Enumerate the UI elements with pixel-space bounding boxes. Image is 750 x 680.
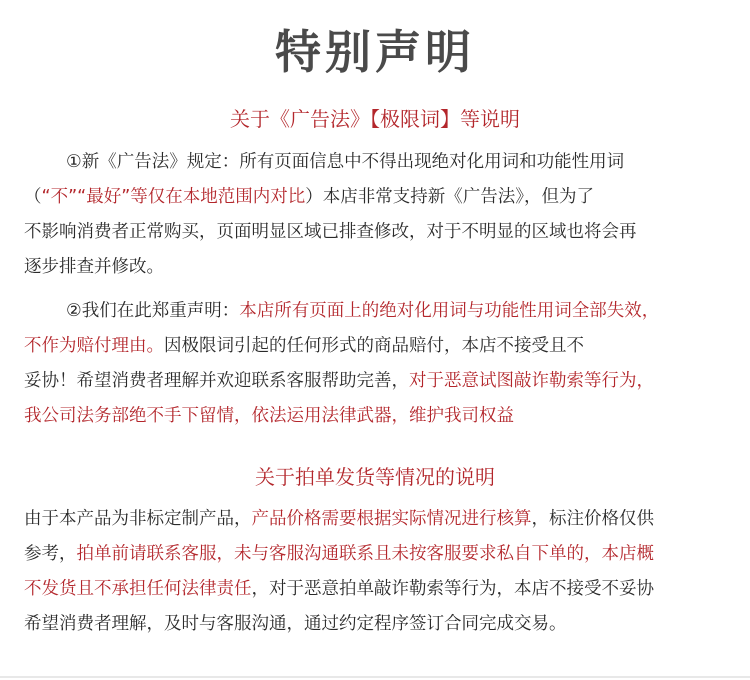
highlight-span: 产品价格需要根据实际情况进行核算 [251, 509, 532, 529]
page-title: 特别声明 [275, 25, 475, 79]
text-line [24, 399, 736, 434]
text-span: ，对于恶意拍单敲诈勒索等行为，本店不接受不妥协 [251, 579, 654, 599]
text-span: ，标注价格仅供 [531, 509, 654, 529]
highlight-span: “不”“最好”等仅在本地范围内对比 [41, 187, 306, 207]
text-line [24, 145, 736, 180]
text-line [24, 572, 736, 607]
text-span: （ [24, 187, 42, 207]
text-span: 参考， [24, 544, 77, 564]
text-line [24, 329, 736, 364]
text-span: ②我们在此郑重声明： [66, 301, 240, 321]
text-span: ）本店非常支持新《广告法》，但为了 [305, 187, 595, 207]
text-line [24, 364, 736, 399]
highlight-span: 本店所有页面上的绝对化用词与功能性用词全部失效， [239, 301, 660, 321]
text-line [24, 294, 736, 329]
highlight-span: 对于恶意试图敲诈勒索等行为， [409, 371, 654, 391]
section2-heading: 关于拍单发货等情况的说明 [255, 465, 495, 489]
text-span: 妥协！希望消费者理解并欢迎联系客服帮助完善， [24, 371, 409, 391]
section1-paragraph1 [24, 145, 736, 285]
section2-paragraph [24, 502, 736, 642]
text-line [24, 537, 736, 572]
text-line [24, 502, 736, 537]
section1-paragraph2 [24, 294, 736, 434]
text-line: 逐步排查并修改。 [24, 257, 164, 277]
highlight-span: 拍单前请联系客服，未与客服沟通联系且未按客服要求私自下单的，本店概 [76, 544, 654, 564]
text-line [24, 180, 736, 215]
highlight-span: 不作为赔付理由。 [24, 336, 164, 356]
text-line: 希望消费者理解，及时与客服沟通，通过约定程序签订合同完成交易。 [24, 614, 567, 634]
text-span: ①新《广告法》规定：所有页面信息中不得出现绝对化用词和功能性用词 [66, 152, 625, 172]
section1-heading: 关于《广告法》【极限词】等说明 [230, 107, 520, 131]
text-span: 因极限词引起的任何形式的商品赔付，本店不接受且不 [164, 336, 584, 356]
divider [0, 676, 750, 678]
highlight-span: 不发货且不承担任何法律责任 [24, 579, 252, 599]
text-span: 由于本产品为非标定制产品， [24, 509, 252, 529]
text-line: 不影响消费者正常购买，页面明显区域已排查修改，对于不明显的区域也将会再 [24, 222, 637, 242]
highlight-span: 我公司法务部绝不手下留情，依法运用法律武器，维护我司权益 [24, 406, 514, 426]
